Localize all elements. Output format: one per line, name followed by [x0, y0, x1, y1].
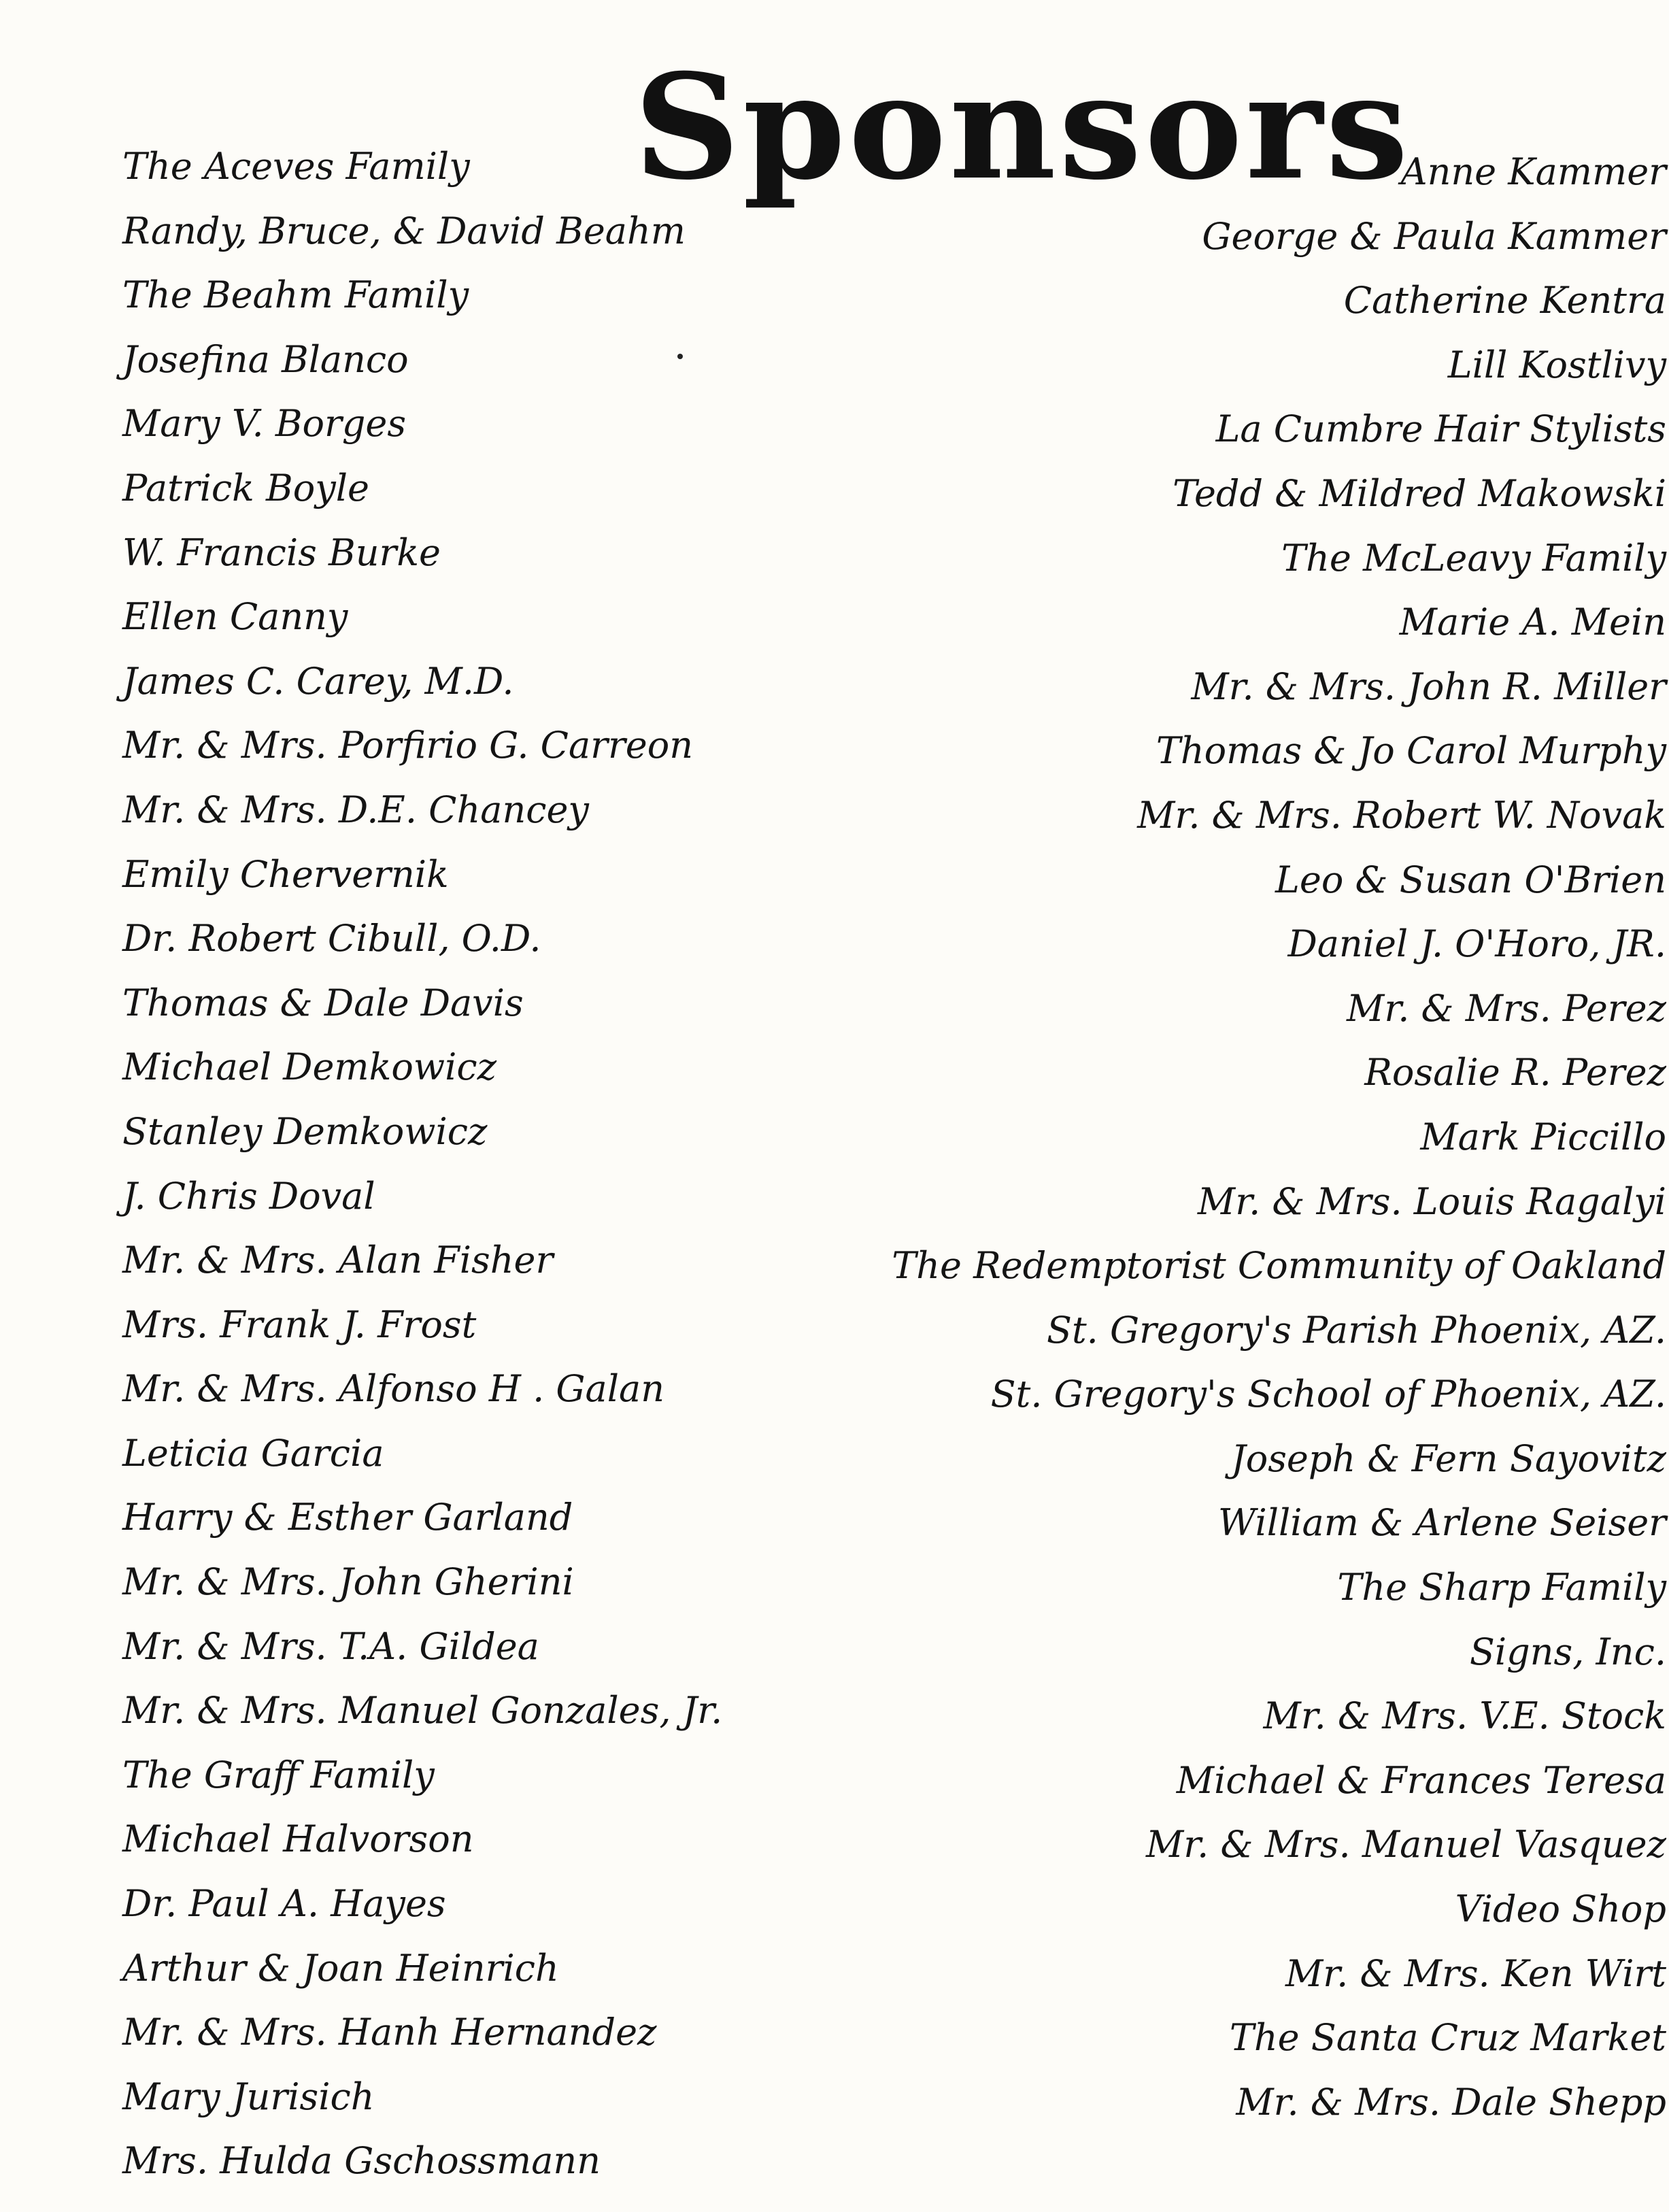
- sponsor-name: Mr. & Mrs. Louis Ragalyi: [1197, 1179, 1666, 1223]
- sponsor-name: W. Francis Burke: [122, 531, 441, 574]
- sponsor-name: Mary V. Borges: [122, 402, 407, 446]
- sponsor-name: Mr. & Mrs. John R. Miller: [1191, 665, 1666, 708]
- sponsor-name: Rosalie R. Perez: [1364, 1051, 1666, 1094]
- sponsor-name: Mr. & Mrs. Perez: [1347, 986, 1666, 1030]
- sponsor-name: James C. Carey, M.D.: [122, 659, 514, 703]
- sponsor-name: Marie A. Mein: [1399, 601, 1666, 644]
- right-sponsor-column: [857, 140, 1666, 2134]
- sponsor-name: The Santa Cruz Market: [1229, 2016, 1666, 2060]
- sponsor-name: Mr. & Mrs. Porfirio G. Carreon: [122, 724, 694, 767]
- sponsor-name: Signs, Inc.: [1469, 1630, 1666, 1673]
- sponsor-name: William & Arlene Seiser: [1217, 1501, 1666, 1545]
- left-sponsor-column: [122, 135, 871, 2194]
- sponsor-name: Lill Kostlivy: [1447, 343, 1666, 386]
- page-title: Sponsors: [633, 42, 1411, 212]
- sponsor-name: Anne Kammer: [1400, 150, 1666, 193]
- sponsor-name: The Sharp Family: [1337, 1566, 1666, 1609]
- sponsor-name: Emily Chervernik: [122, 852, 449, 896]
- sponsor-name: Thomas & Dale Davis: [122, 981, 524, 1024]
- sponsor-name: Mrs. Frank J. Frost: [122, 1303, 477, 1346]
- sponsor-name: Mr. & Mrs. Dale Shepp: [1236, 2080, 1666, 2124]
- sponsor-name: The McLeavy Family: [1281, 536, 1666, 580]
- sponsor-name: St. Gregory's School of Phoenix, AZ.: [990, 1373, 1666, 1416]
- sponsor-name: Stanley Demkowicz: [122, 1109, 488, 1153]
- sponsor-name: Mr. & Mrs. Alfonso H . Galan: [122, 1367, 664, 1411]
- sponsor-name: Mark Piccillo: [1420, 1115, 1666, 1158]
- sponsor-name: Video Shop: [1455, 1888, 1666, 1931]
- sponsor-name: Mr. & Mrs. Alan Fisher: [122, 1239, 554, 1282]
- sponsor-name: Daniel J. O'Horo, JR.: [1287, 922, 1666, 966]
- sponsor-name: Mary Jurisich: [122, 2075, 375, 2118]
- sponsor-name: Leticia Garcia: [122, 1431, 384, 1475]
- sponsor-name: Randy, Bruce, & David Beahm: [122, 209, 686, 252]
- sponsor-name: J. Chris Doval: [122, 1174, 375, 1218]
- sponsor-name: Mr. & Mrs. D.E. Chancey: [122, 788, 589, 831]
- sponsor-name: Thomas & Jo Carol Murphy: [1156, 729, 1666, 773]
- sponsor-name: Michael & Frances Teresa: [1176, 1758, 1666, 1802]
- sponsor-name: Dr. Robert Cibull, O.D.: [122, 917, 541, 960]
- sponsor-name: Harry & Esther Garland: [122, 1496, 573, 1539]
- sponsor-name: The Aceves Family: [122, 145, 470, 188]
- sponsor-name: Mrs. Hulda Gschossmann: [122, 2139, 601, 2183]
- sponsor-name: Leo & Susan O'Brien: [1275, 858, 1666, 901]
- ink-speck: [677, 354, 683, 359]
- sponsor-name: Mr. & Mrs. Robert W. Novak: [1137, 793, 1666, 837]
- sponsor-name: Arthur & Joan Heinrich: [122, 1946, 559, 1990]
- sponsor-name: Dr. Paul A. Hayes: [122, 1882, 446, 1926]
- sponsor-name: Mr. & Mrs. Ken Wirt: [1285, 1951, 1666, 1995]
- sponsor-name: Mr. & Mrs. Manuel Gonzales, Jr.: [122, 1689, 723, 1732]
- sponsor-name: The Beahm Family: [122, 273, 469, 317]
- sponsor-name: Michael Halvorson: [122, 1817, 474, 1861]
- sponsor-name: Michael Demkowicz: [122, 1045, 497, 1089]
- sponsor-name: Mr. & Mrs. Hanh Hernandez: [122, 2011, 657, 2054]
- sponsor-name: Mr. & Mrs. V.E. Stock: [1263, 1694, 1666, 1738]
- sponsor-name: Catherine Kentra: [1343, 279, 1666, 322]
- sponsor-name: St. Gregory's Parish Phoenix, AZ.: [1046, 1308, 1666, 1352]
- sponsor-name: The Redemptorist Community of Oakland: [892, 1244, 1666, 1288]
- sponsor-name: Ellen Canny: [122, 595, 348, 639]
- sponsor-name: Josefina Blanco: [122, 337, 409, 381]
- sponsor-name: Tedd & Mildred Makowski: [1173, 471, 1666, 515]
- sponsor-name: Mr. & Mrs. T.A. Gildea: [122, 1624, 539, 1668]
- sponsor-name: La Cumbre Hair Stylists: [1215, 407, 1666, 451]
- sponsor-name: Joseph & Fern Sayovitz: [1231, 1437, 1666, 1480]
- sponsor-name: Mr. & Mrs. John Gherini: [122, 1560, 574, 1604]
- sponsor-name: The Graff Family: [122, 1753, 435, 1796]
- sponsor-name: George & Paula Kammer: [1202, 214, 1666, 258]
- sponsor-name: Patrick Boyle: [122, 466, 369, 509]
- sponsor-name: Mr. & Mrs. Manuel Vasquez: [1145, 1823, 1666, 1866]
